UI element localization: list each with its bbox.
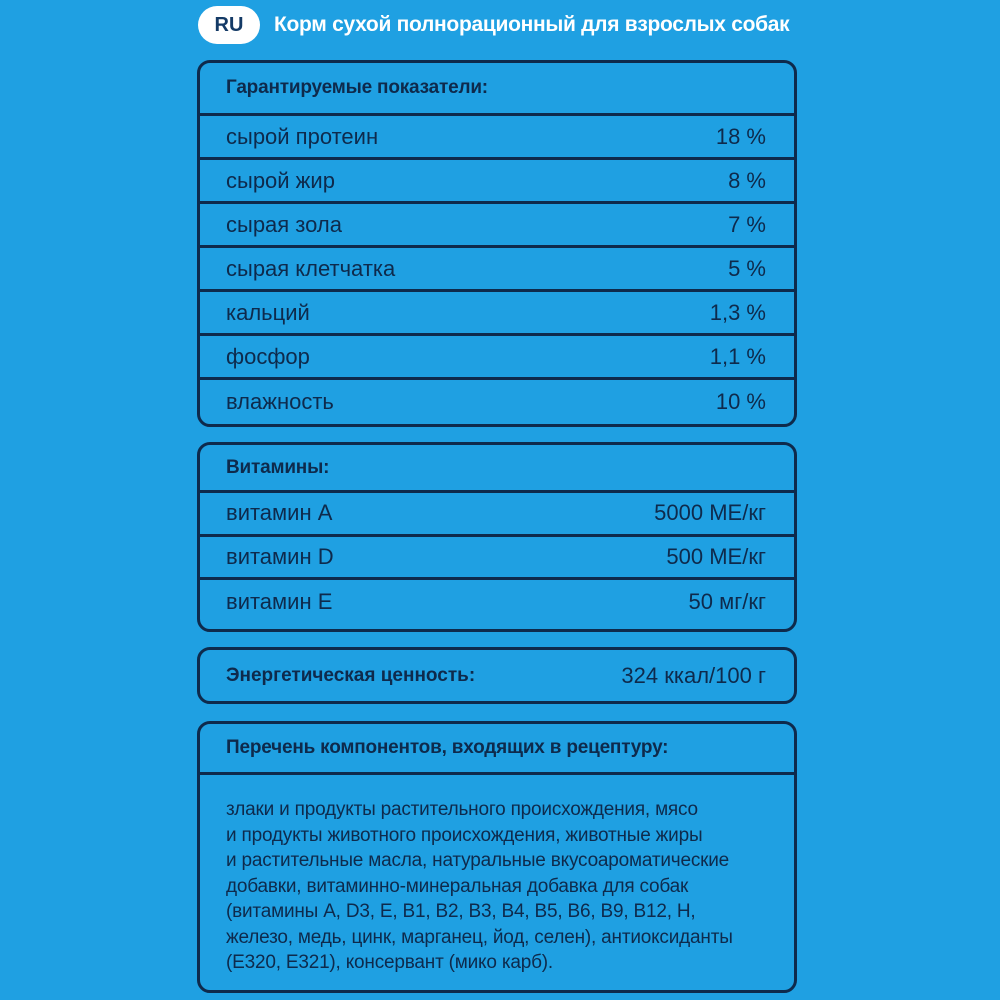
row-value: 5000 МЕ/кг <box>654 500 766 526</box>
row-value: 18 % <box>715 123 766 149</box>
row-label: влажность <box>226 389 334 414</box>
table-row <box>200 537 794 581</box>
row-label: сырая зола <box>226 211 342 237</box>
energy-label: Энергетическая ценность: <box>226 664 476 686</box>
language-badge: RU <box>198 6 260 44</box>
row-value: 1,1 % <box>709 343 766 369</box>
guaranteed-analysis-title: Гарантируемые показатели: <box>200 63 794 116</box>
table-row <box>200 204 794 248</box>
row-value: 8 % <box>728 167 766 193</box>
table-row <box>200 160 794 204</box>
row-label: сырой протеин <box>226 123 379 149</box>
row-value: 7 % <box>728 211 766 237</box>
row-label: фосфор <box>226 343 310 369</box>
row-label: кальций <box>226 299 310 325</box>
product-title: Корм сухой полнорационный для взрослых собак <box>274 13 790 36</box>
ingredients-line: и растительные масла, натуральные вкусоароматические <box>226 850 730 871</box>
ingredients-line: и продукты животного происхождения, животные жиры <box>226 824 703 846</box>
row-label: витамин Е <box>226 588 333 614</box>
table-row <box>200 336 794 380</box>
row-label: витамин D <box>226 543 334 569</box>
ingredients-line: добавки, витаминно-минеральная добавка для собак <box>226 875 689 897</box>
vitamins-title: Витамины: <box>200 445 794 493</box>
table-row <box>200 292 794 336</box>
table-row <box>200 116 794 160</box>
energy-value-panel <box>197 647 797 704</box>
row-label: сырая клетчатка <box>226 255 396 281</box>
row-value: 1,3 % <box>709 299 766 325</box>
ingredients-title: Перечень компонентов, входящих в рецептуру: <box>200 724 794 775</box>
energy-value: 324 ккал/100 г <box>621 662 766 688</box>
ingredients-line: (Е320, Е321), консервант (мико карб). <box>226 952 553 973</box>
table-row <box>200 580 794 624</box>
ingredients-text <box>200 775 794 976</box>
ingredients-line: (витамины A, D3, E, B1, B2, B3, B4, B5, B6, B9, B12, H, <box>226 901 696 922</box>
row-value: 5 % <box>728 255 766 281</box>
row-label: витамин А <box>226 500 333 526</box>
row-label: сырой жир <box>226 167 335 193</box>
row-value: 50 мг/кг <box>688 588 766 614</box>
row-value: 500 МЕ/кг <box>666 543 766 569</box>
table-row <box>200 493 794 537</box>
ingredients-panel <box>197 721 797 993</box>
label-header <box>198 4 789 46</box>
vitamins-panel <box>197 442 797 632</box>
ingredients-line: железо, медь, цинк, марганец, йод, селен), антиоксиданты <box>226 926 733 948</box>
ingredients-line: злаки и продукты растительного происхождения, мясо <box>226 799 698 820</box>
table-row <box>200 380 794 424</box>
guaranteed-analysis-panel <box>197 60 797 427</box>
row-value: 10 % <box>715 389 766 414</box>
table-row <box>200 248 794 292</box>
